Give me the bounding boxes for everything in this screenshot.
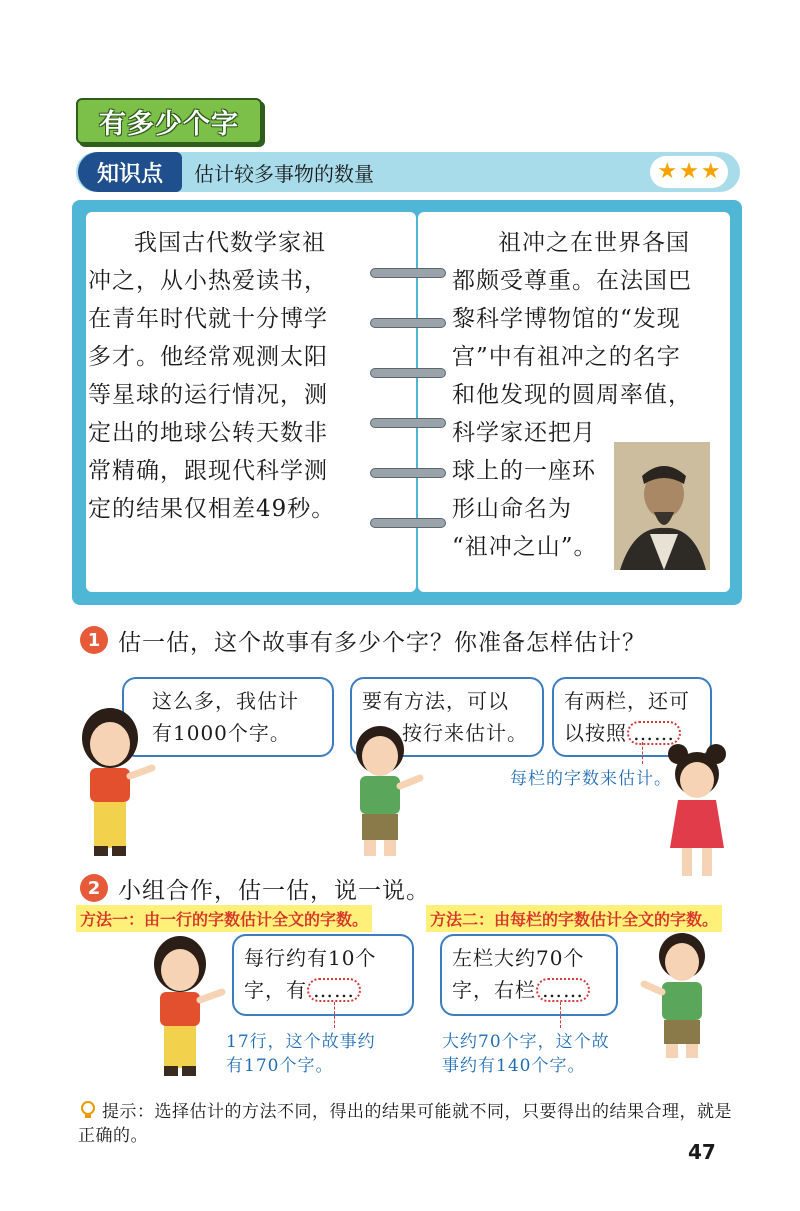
method-one-result <box>226 1030 376 1078</box>
bubble-line: 每行约有10个 <box>244 946 377 970</box>
story-line: 冲之，从小热爱读书， <box>88 268 328 294</box>
star-icon: ★ <box>657 159 678 184</box>
bubble-text: 字，有 <box>244 978 307 1002</box>
star-icon: ★ <box>679 159 699 184</box>
note-line: 17行，这个故事约 <box>226 1032 376 1052</box>
lesson-title: 有多少个字 <box>99 108 239 140</box>
story-line: 球上的一座环 <box>452 458 596 484</box>
page-number: 47 <box>688 1140 716 1164</box>
story-line: “祖冲之山”。 <box>452 534 598 560</box>
story-line: 定出的地球公转天数非 <box>88 420 328 446</box>
continuation-note: 每栏的字数来估计。 <box>510 769 672 789</box>
story-line: 科学家还把月 <box>452 420 596 446</box>
bubble-text: 字，右栏 <box>452 978 536 1002</box>
bubble-text: 以按照 <box>564 721 627 745</box>
arrow-line <box>560 1002 561 1028</box>
note-line: 大约70个字，这个故 <box>442 1032 610 1052</box>
binder-ring-icon <box>370 518 446 528</box>
question-number-badge: 2 <box>80 874 108 902</box>
method-one-label: 方法一：由一行的字数估计全文的字数。 <box>76 905 372 932</box>
arrow-line <box>642 742 643 764</box>
story-line: 等星球的运行情况，测 <box>88 382 328 408</box>
bubble-line: 有1000个字。 <box>152 721 291 745</box>
bubble-line: 按行来估计。 <box>402 721 528 745</box>
method-two-result <box>442 1030 610 1078</box>
story-line: 定的结果仅相差49秒。 <box>88 496 336 522</box>
question2-text: 小组合作，估一估，说一说。 <box>118 878 430 904</box>
note-line: 有170个字。 <box>226 1056 334 1076</box>
story-line: 宫”中有祖冲之的名字 <box>452 344 681 370</box>
method-two-label: 方法二：由每栏的字数估计全文的字数。 <box>426 905 722 932</box>
ellipsis-oval: …… <box>307 978 361 1002</box>
story-left-column <box>88 224 378 528</box>
lesson-title-tag <box>76 98 262 144</box>
story-line: 常精确，跟现代科学测 <box>88 458 328 484</box>
binder-ring-icon <box>370 368 446 378</box>
speech-bubble <box>440 934 618 1016</box>
story-line: 在青年时代就十分博学 <box>88 306 328 332</box>
binder-ring-icon <box>370 318 446 328</box>
story-line: 和他发现的圆周率值， <box>452 382 692 408</box>
bubble-line <box>244 974 402 1006</box>
speech-bubble <box>232 934 414 1016</box>
knowledge-point-label: 知识点 <box>78 152 182 192</box>
arrow-line <box>334 1002 335 1028</box>
knowledge-point-text: 估计较多事物的数量 <box>194 162 374 186</box>
bubble-line: 左栏大约70个 <box>452 946 585 970</box>
bubble-line: 有两栏，还可 <box>564 689 690 713</box>
binder-ring-icon <box>370 268 446 278</box>
zu-chongzhi-portrait <box>614 442 710 570</box>
tip-text: 提示：选择估计的方法不同，得出的结果可能就不同，只要得出的结果合理，就是正确的。 <box>78 1102 732 1146</box>
bubble-line: 要有方法，可以 <box>362 689 509 713</box>
question1-text: 估一估，这个故事有多少个字？你准备怎样估计？ <box>118 630 646 656</box>
difficulty-stars <box>650 156 728 188</box>
boy-character-illustration <box>640 924 720 1068</box>
girl-character-illustration <box>66 702 162 866</box>
note-line: 事约有140个字。 <box>442 1056 586 1076</box>
girl-with-buns-illustration <box>660 740 740 890</box>
ellipsis-oval: …… <box>627 721 681 745</box>
girl-character-illustration <box>138 930 228 1084</box>
story-line: 多才。他经常观测太阳 <box>88 344 328 370</box>
story-line: 黎科学博物馆的“发现 <box>452 306 681 332</box>
binder-ring-icon <box>370 418 446 428</box>
bubble-line <box>452 974 606 1006</box>
story-line: 祖冲之在世界各国 <box>498 230 690 256</box>
story-line: 都颇受尊重。在法国巴 <box>452 268 692 294</box>
ellipsis-oval: …… <box>536 978 590 1002</box>
story-line: 我国古代数学家祖 <box>134 230 326 256</box>
story-line: 形山命名为 <box>452 496 572 522</box>
bubble-line: 这么多，我估计 <box>152 689 299 713</box>
question-number-badge: 1 <box>80 626 108 654</box>
star-icon: ★ <box>700 159 721 184</box>
binder-ring-icon <box>370 468 446 478</box>
boy-character-illustration <box>340 716 426 866</box>
